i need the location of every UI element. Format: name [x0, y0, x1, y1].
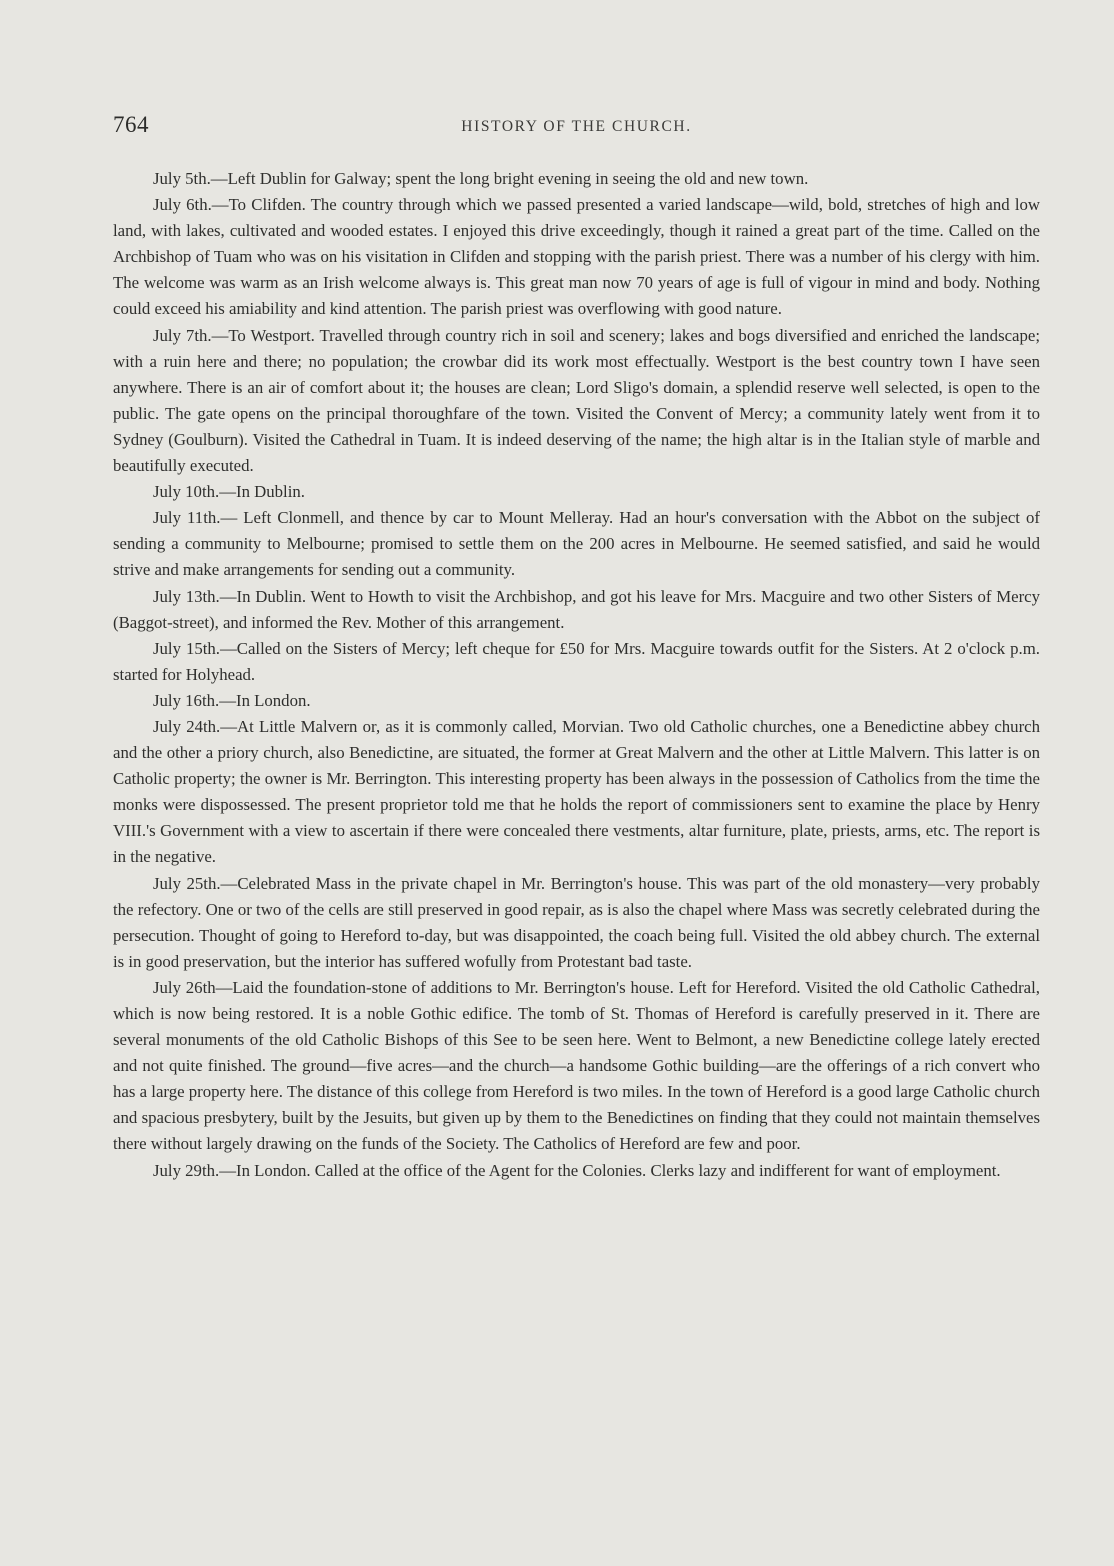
- paragraph-july-26: July 26th—Laid the foundation-stone of additions to Mr. Berrington's house. Left for Hereford. Visited the old Catholic Cathedral, which is now being restored. It is a noble Gothic edifice. The tomb of St. Thomas of Hereford is carefully preserved in it. There are several monuments of the old Catholic Bishops of this See to be seen here. Went to Belmont, a new Benedictine college lately erected and not quite finished. The ground—five acres—and the church—a handsome Gothic building—are the offerings of a rich convert who has a large property here. The distance of this college from Hereford is two miles. In the town of Hereford is a good large Catholic church and spacious presbytery, built by the Jesuits, but given up by them to the Benedictines on finding that they could not maintain themselves there without largely drawing on the funds of the Society. The Catholics of Hereford are few and poor.: [113, 977, 1040, 1154]
- paragraph-july-29: July 29th.—In London. Called at the office of the Agent for the Colonies. Clerks lazy and indifferent for want of employment.: [153, 1160, 1001, 1180]
- paragraph-july-11: July 11th.— Left Clonmell, and thence by car to Mount Melleray. Had an hour's conversation with the Abbot on the subject of sending a community to Melbourne; promised to settle them on the 200 acres in Melbourne. He seemed satisfied, and said he would strive and make arrangements for sending out a community.: [113, 508, 1040, 580]
- page-number: 764: [113, 112, 149, 137]
- paragraph-july-5: July 5th.—Left Dublin for Galway; spent the long bright evening in seeing the old and new town.: [153, 169, 809, 188]
- paragraph-july-13: July 13th.—In Dublin. Went to Howth to visit the Archbishop, and got his leave for Mrs. Macguire and two other Sisters of Mercy (Baggot-street), and informed the Rev. Mother of this arrangement.: [113, 586, 1040, 632]
- body-text: [113, 166, 1040, 1184]
- paragraph-july-24: July 24th.—At Little Malvern or, as it is commonly called, Morvian. Two old Catholic churches, one a Benedictine abbey church and the other a priory church, also Benedictine, are situated, the former at Great Malvern and the other at Little Malvern. This latter is on Catholic property; the owner is Mr. Berrington. This interesting property has been always in the possession of Catholics from the time the monks were dispossessed. The present proprietor told me that he holds the report of commissioners sent to examine the place by Henry VIII.'s Government with a view to ascertain if there were concealed there vestments, altar furniture, plate, priests, arms, etc. The report is in the negative.: [113, 716, 1040, 867]
- paragraph-july-15: July 15th.—Called on the Sisters of Mercy; left cheque for £50 for Mrs. Macguire towards outfit for the Sisters. At 2 o'clock p.m. started for Holyhead.: [113, 638, 1040, 684]
- paragraph-july-16: July 16th.—In London.: [153, 690, 311, 710]
- running-title: HISTORY OF THE CHURCH.: [461, 118, 692, 135]
- paragraph-july-7: July 7th.—To Westport. Travelled through country rich in soil and scenery; lakes and bogs diversified and enriched the landscape; with a ruin here and there; no population; the crowbar did its work most effectually. Westport is the best country town I have seen anywhere. There is an air of comfort about it; the houses are clean; Lord Sligo's domain, a splendid reserve well selected, is open to the public. The gate opens on the principal thoroughfare of the town. Visited the Convent of Mercy; a community lately went from it to Sydney (Goulburn). Visited the Cathedral in Tuam. It is indeed deserving of the name; the high altar is in the Italian style of marble and beautifully executed.: [113, 325, 1040, 476]
- paragraph-july-10: July 10th.—In Dublin.: [153, 482, 305, 502]
- paragraph-july-6: July 6th.—To Clifden. The country through which we passed presented a varied landscape—wild, bold, stretches of high and low land, with lakes, cultivated and wooded estates. I enjoyed this drive exceedingly, though it rained a great part of the time. Called on the Archbishop of Tuam who was on his visitation in Clifden and stopping with the parish priest. There was a number of his clergy with him. The welcome was warm as an Irish welcome always is. This great man now 70 years of age is full of vigour in mind and body. Nothing could exceed his amiability and kind attention. The parish priest was overflowing with good nature.: [113, 195, 1040, 319]
- paragraph-july-25: July 25th.—Celebrated Mass in the private chapel in Mr. Berrington's house. This was part of the old monastery—very probably the refectory. One or two of the cells are still preserved in good repair, as is also the chapel where Mass was secretly celebrated during the persecution. Thought of going to Hereford to-day, but was disappointed, the coach being full. Visited the old abbey church. The external is in good preservation, but the interior has suffered wofully from Protestant bad taste.: [113, 873, 1040, 971]
- page-header: [113, 112, 1040, 142]
